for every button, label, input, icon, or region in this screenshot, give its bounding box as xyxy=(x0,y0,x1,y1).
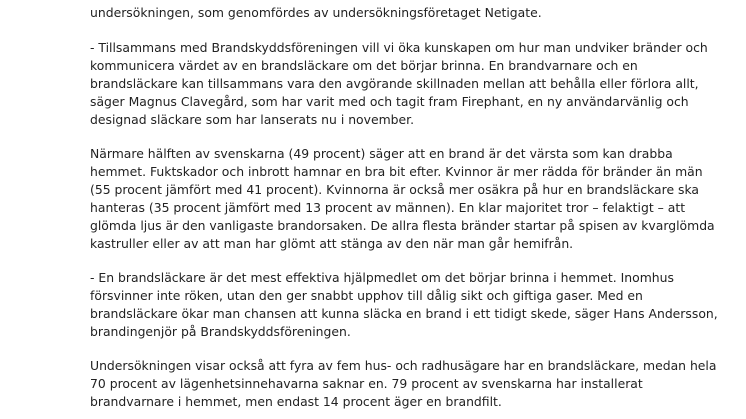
text-line: designad släckare som har lanserats nu i november. xyxy=(90,112,415,127)
text-line: brandingenjör på Brandskyddsföreningen. xyxy=(90,324,351,339)
text-line: brandsläckare kan tillsammans vara den avgörande skillnaden mellan att behålla eller förlora allt, xyxy=(90,76,699,91)
document-page xyxy=(90,0,730,419)
text-line: undersökningen, som genomfördes av undersökningsföretaget Netigate. xyxy=(90,5,542,20)
text-line: Närmare hälften av svenskarna (49 procent) säger att en brand är det värsta som kan drabba xyxy=(90,146,673,161)
text-line: försvinner inte röken, utan den ger snabbt upphov till dålig sikt och giftiga gaser. Med en xyxy=(90,288,643,303)
text-line: kommunicera värdet av en brandsläckare om det börjar brinna. En brandvarnare och en xyxy=(90,58,638,73)
text-line: (55 procent jämfört med 41 procent). Kvinnorna är också mer osäkra på hur en brandsläckare ska xyxy=(90,182,700,197)
text-line: glömda ljus är den vanligaste brandorsaken. De allra flesta bränder startar på spisen av kvarglömda xyxy=(90,218,715,233)
text-line: - Tillsammans med Brandskyddsföreningen vill vi öka kunskapen om hur man undviker bränder och xyxy=(90,40,708,55)
text-line: - En brandsläckare är det mest effektiva hjälpmedlet om det börjar brinna i hemmet. Inomhus xyxy=(90,270,674,285)
text-line: hemmet. Fuktskador och inbrott hamnar en bra bit efter. Kvinnor är mer rädda för bränder än män xyxy=(90,164,703,179)
text-line: 70 procent av lägenhetsinnehavarna saknar en. 79 procent av svenskarna har installerat xyxy=(90,376,643,391)
text-line: brandvarnare i hemmet, men endast 14 procent äger en brandfilt. xyxy=(90,394,502,409)
text-line: kastruller eller av att man har glömt att stänga av den när man går hemifrån. xyxy=(90,236,574,251)
text-line: hanteras (35 procent jämfört med 13 procent av männen). En klar majoritet tror – felaktigt – att xyxy=(90,200,686,215)
text-line: Undersökningen visar också att fyra av fem hus- och radhusägare har en brandsläckare, medan hela xyxy=(90,358,717,373)
text-line: säger Magnus Clavegård, som har varit med och tagit fram Firephant, en ny användarvänlig och xyxy=(90,94,689,109)
text-line: brandsläckare ökar man chansen att kunna släcka en brand i ett tidigt skede, säger Hans Andersson, xyxy=(90,306,718,321)
